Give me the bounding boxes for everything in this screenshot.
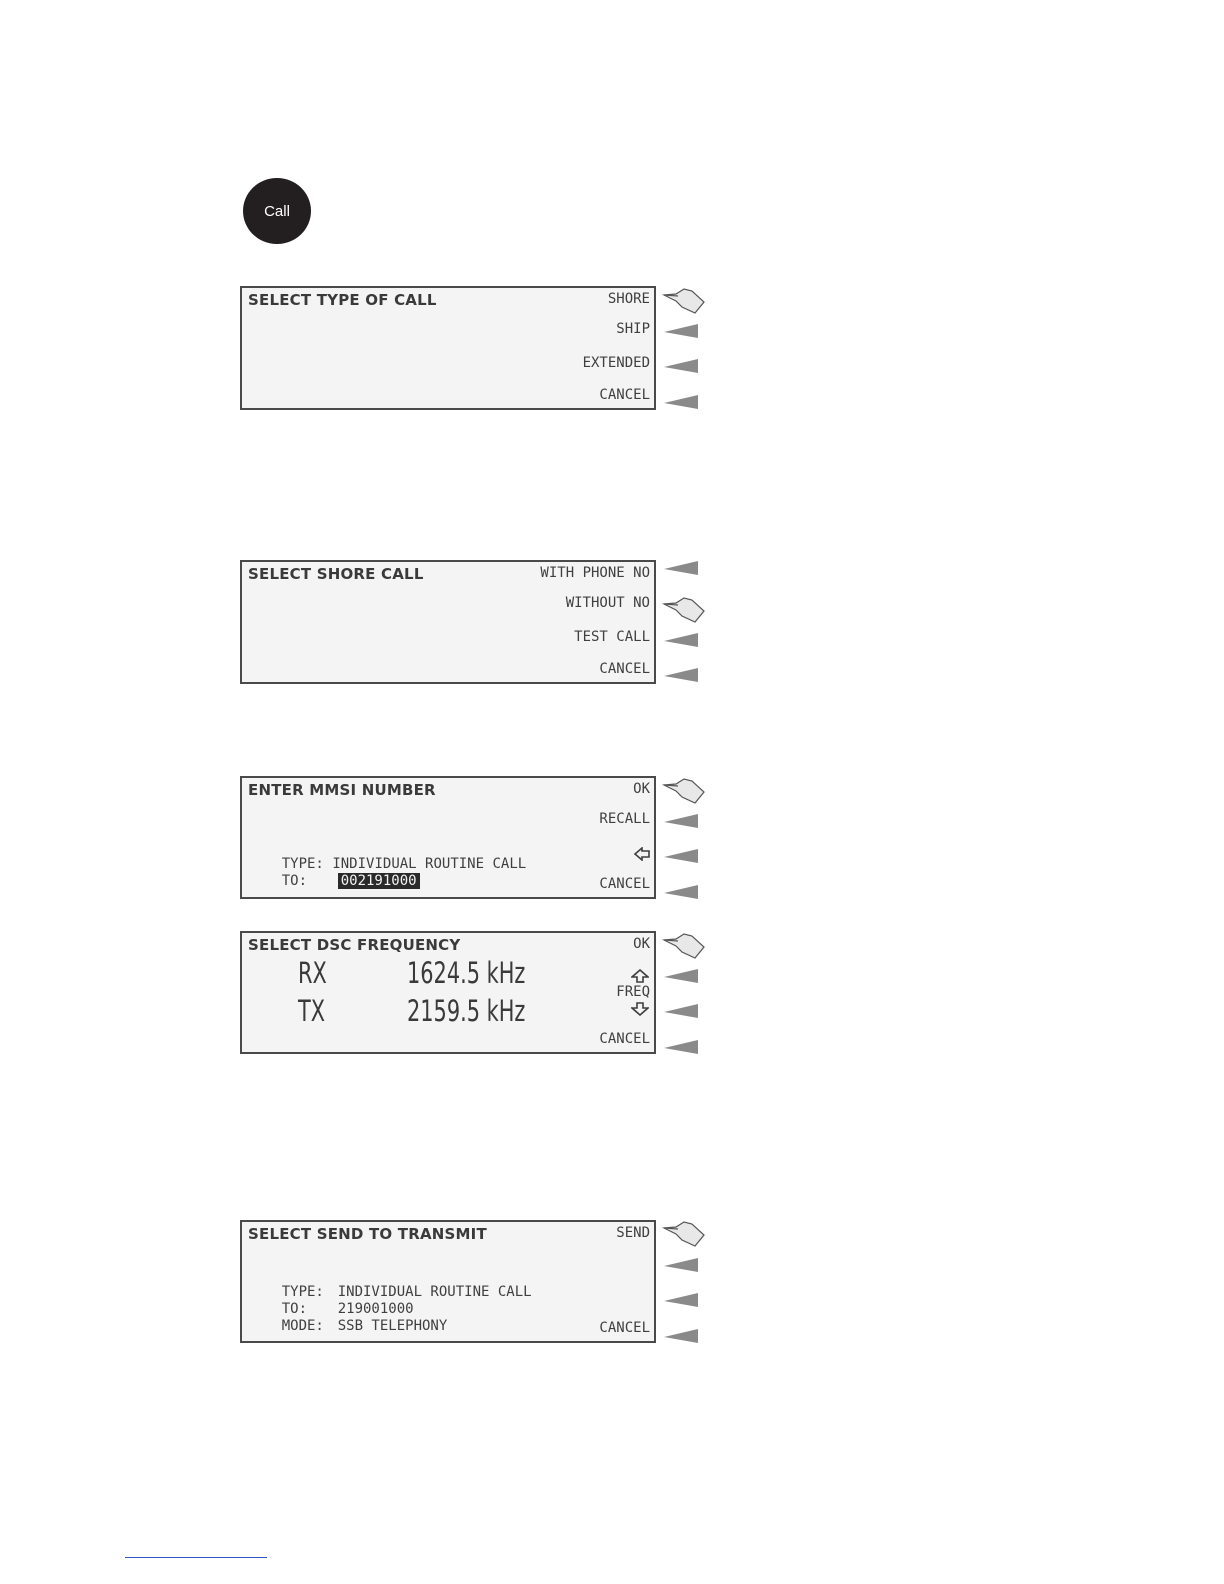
screen-title: SELECT SEND TO TRANSMIT [248, 1225, 487, 1243]
screen-select-dsc-frequency [240, 931, 656, 1054]
softkey-ship[interactable]: SHIP [616, 321, 650, 337]
softkey-cancel[interactable]: CANCEL [599, 1031, 650, 1047]
mode-row [248, 1301, 447, 1352]
softkey-ok[interactable]: OK [633, 781, 650, 797]
mode-label: MODE: [281, 1318, 324, 1334]
softkey-arrow-icon [664, 849, 698, 863]
type-value: INDIVIDUAL ROUTINE CALL [332, 856, 527, 872]
softkey-arrow-icon [664, 1258, 698, 1272]
softkey-test-call[interactable]: TEST CALL [574, 629, 650, 645]
type-value: INDIVIDUAL ROUTINE CALL [337, 1284, 532, 1300]
softkey-arrow-icon [664, 1329, 698, 1343]
pointing-finger-icon [662, 285, 706, 315]
softkey-arrow-icon [664, 1293, 698, 1307]
up-arrow-icon[interactable] [631, 969, 649, 983]
screen-title: SELECT TYPE OF CALL [248, 291, 437, 309]
mmsi-input[interactable]: 002191000 [338, 873, 420, 889]
softkey-extended[interactable]: EXTENDED [582, 355, 650, 371]
to-label: TO: [281, 1301, 308, 1317]
screen-select-type-of-call [240, 286, 656, 410]
softkey-without-no[interactable]: WITHOUT NO [565, 595, 650, 611]
rx-frequency: 1624.5 kHz [407, 956, 526, 990]
rx-label: RX [298, 956, 327, 990]
softkey-send[interactable]: SEND [616, 1225, 650, 1241]
tx-label: TX [298, 994, 326, 1028]
screen-select-shore-call [240, 560, 656, 684]
down-arrow-icon[interactable] [631, 1002, 649, 1016]
type-label: TYPE: [281, 1284, 324, 1300]
footnote-rule [125, 1557, 267, 1558]
softkey-recall[interactable]: RECALL [599, 811, 650, 827]
to-label: TO: [281, 873, 308, 889]
call-button-label: Call [264, 202, 290, 220]
backspace-arrow-icon[interactable] [634, 847, 650, 861]
softkey-ok[interactable]: OK [633, 936, 650, 952]
to-row [248, 856, 420, 907]
softkey-arrow-icon [664, 885, 698, 899]
softkey-cancel[interactable]: CANCEL [599, 876, 650, 892]
pointing-finger-icon [662, 930, 706, 960]
softkey-cancel[interactable]: CANCEL [599, 661, 650, 677]
type-label: TYPE: [281, 856, 324, 872]
tx-frequency: 2159.5 kHz [407, 994, 526, 1028]
screen-title: ENTER MMSI NUMBER [248, 781, 436, 799]
pointing-finger-icon [662, 775, 706, 805]
softkey-arrow-icon [664, 359, 698, 373]
screen-title: SELECT SHORE CALL [248, 565, 424, 583]
mode-value: SSB TELEPHONY [337, 1318, 448, 1334]
softkey-arrow-icon [664, 814, 698, 828]
call-button[interactable] [243, 178, 311, 244]
softkey-with-phone-no[interactable]: WITH PHONE NO [540, 565, 650, 581]
screen-title: SELECT DSC FREQUENCY [248, 936, 461, 954]
pointing-finger-icon [662, 594, 706, 624]
softkey-arrow-icon [664, 1040, 698, 1054]
softkey-arrow-icon [664, 633, 698, 647]
softkey-arrow-icon [664, 395, 698, 409]
softkey-cancel[interactable]: CANCEL [599, 1320, 650, 1336]
softkey-arrow-icon [664, 1004, 698, 1018]
softkey-arrow-icon [664, 561, 698, 575]
softkey-cancel[interactable]: CANCEL [599, 387, 650, 403]
screen-enter-mmsi-number [240, 776, 656, 899]
softkey-arrow-icon [664, 668, 698, 682]
freq-label: FREQ [616, 984, 650, 1000]
screen-select-send-to-transmit [240, 1220, 656, 1343]
to-value: 219001000 [337, 1301, 414, 1317]
softkey-shore[interactable]: SHORE [607, 291, 650, 307]
softkey-arrow-icon [664, 324, 698, 338]
pointing-finger-icon [662, 1218, 706, 1248]
softkey-arrow-icon [664, 969, 698, 983]
